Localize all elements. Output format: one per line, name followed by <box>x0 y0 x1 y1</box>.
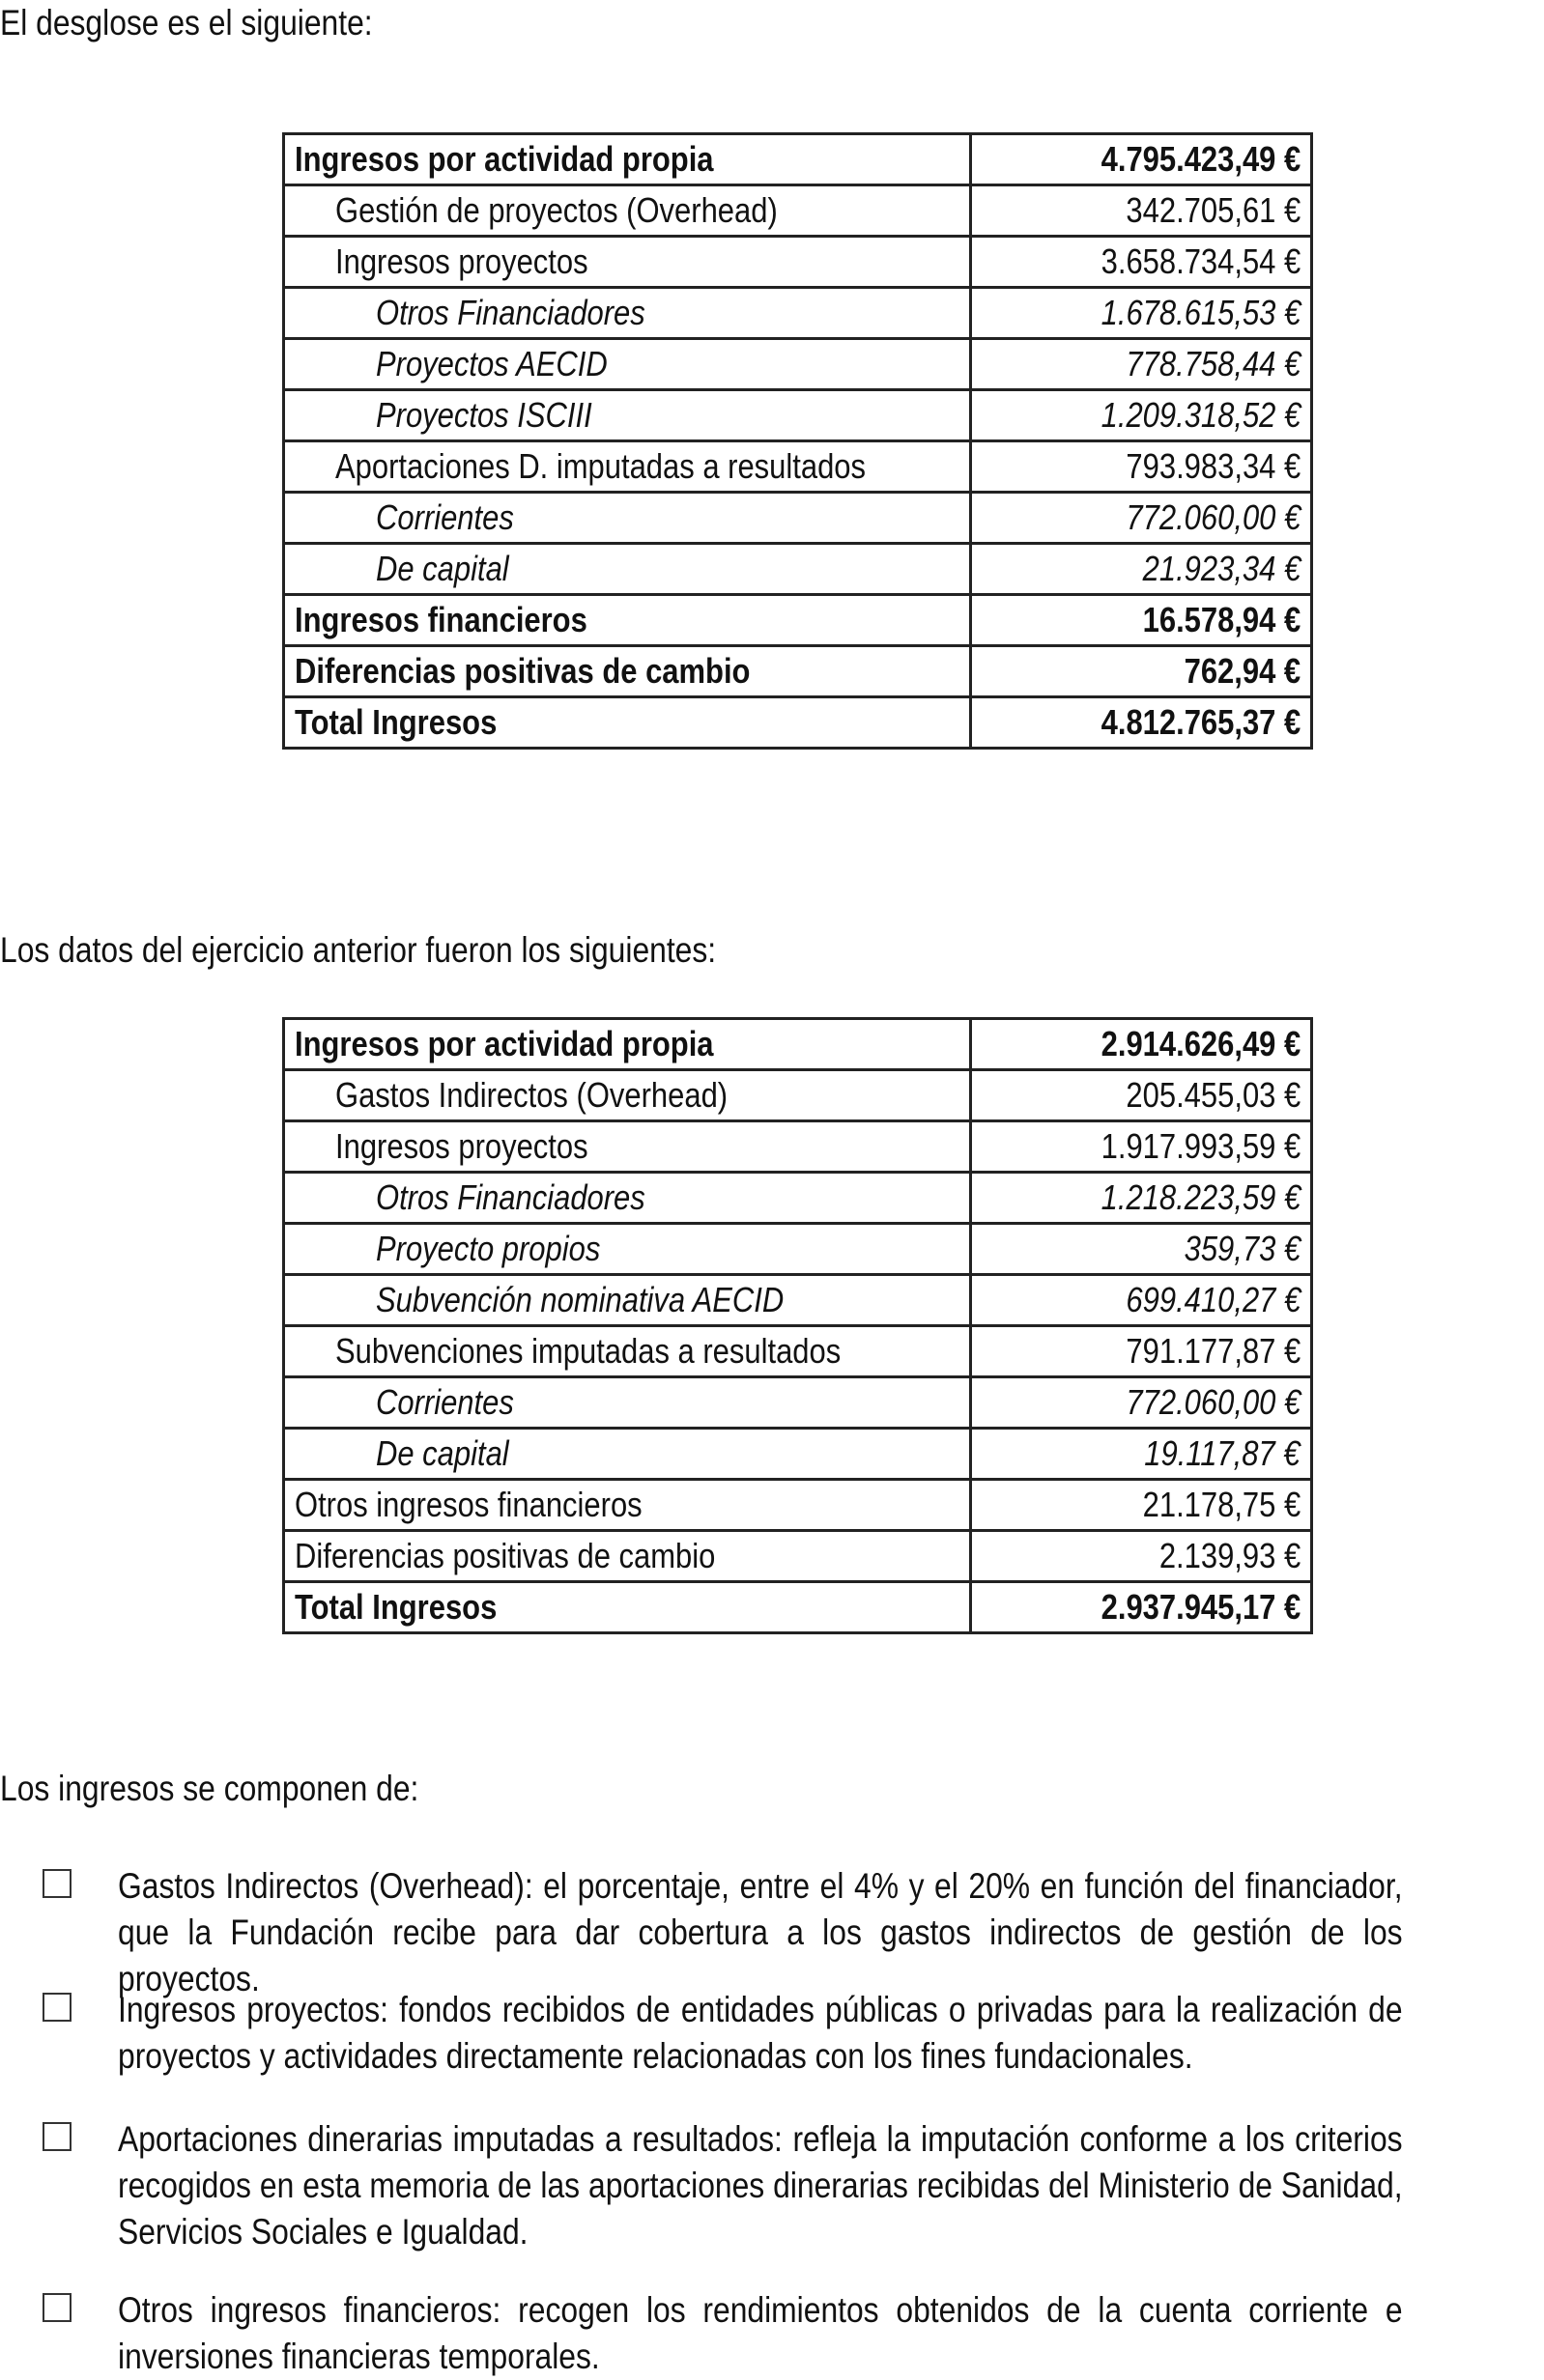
row-label: Ingresos proyectos <box>335 241 588 281</box>
table-row <box>284 1224 1312 1275</box>
row-amount: 342.705,61 € <box>1126 190 1301 230</box>
row-amount: 205.455,03 € <box>1126 1075 1301 1115</box>
row-label-cell <box>284 646 971 697</box>
row-label: Aportaciones D. imputadas a resultados <box>335 446 866 486</box>
row-amount: 3.658.734,54 € <box>1101 241 1301 281</box>
row-amount-cell <box>971 339 1312 390</box>
row-label-cell <box>284 1377 971 1429</box>
table-row <box>284 544 1312 595</box>
table-row <box>284 390 1312 441</box>
row-amount-cell <box>971 1480 1312 1531</box>
row-label: Corrientes <box>376 497 514 537</box>
row-label: Otros Financiadores <box>376 1177 645 1217</box>
table-row <box>284 185 1312 237</box>
row-amount-cell <box>971 288 1312 339</box>
row-label: Ingresos proyectos <box>335 1126 588 1166</box>
table-row <box>284 1582 1312 1633</box>
row-amount: 21.923,34 € <box>1142 549 1301 588</box>
row-label-cell <box>284 1019 971 1070</box>
row-label-cell <box>284 288 971 339</box>
row-amount: 4.795.423,49 € <box>1101 139 1301 179</box>
table-row <box>284 1377 1312 1429</box>
row-label-cell <box>284 134 971 185</box>
row-amount-cell <box>971 1326 1312 1377</box>
table-row <box>284 1531 1312 1582</box>
row-amount: 16.578,94 € <box>1142 600 1301 639</box>
table-row <box>284 1173 1312 1224</box>
row-label: Subvenciones imputadas a resultados <box>335 1331 842 1371</box>
table-row <box>284 339 1312 390</box>
table-row <box>284 1070 1312 1121</box>
row-label-cell <box>284 1173 971 1224</box>
row-amount-cell <box>971 1377 1312 1429</box>
row-amount: 1.218.223,59 € <box>1101 1177 1301 1217</box>
current-income-table <box>282 132 1313 750</box>
row-amount: 21.178,75 € <box>1142 1485 1301 1524</box>
row-amount-cell <box>971 646 1312 697</box>
bullet-text: Gastos Indirectos (Overhead): el porcentaje, entre el 4% y el 20% en función del financiador, que la Fundación recibe para dar cobertura a los gastos indirectos de gestión de los proyectos. <box>118 1866 1403 1998</box>
row-amount-cell <box>971 134 1312 185</box>
previous-year-intro: Los datos del ejercicio anterior fueron los siguientes: <box>0 930 717 970</box>
row-label-cell <box>284 544 971 595</box>
row-amount-cell <box>971 493 1312 544</box>
row-amount-cell <box>971 1070 1312 1121</box>
bullet-text: Otros ingresos financieros: recogen los rendimientos obtenidos de la cuenta corriente e inversiones financieras temporales. <box>118 2290 1403 2376</box>
row-amount: 762,94 € <box>1184 651 1301 691</box>
row-amount-cell <box>971 544 1312 595</box>
checkbox-icon <box>43 1869 71 1898</box>
table-row <box>284 1326 1312 1377</box>
row-amount: 1.678.615,53 € <box>1101 293 1301 332</box>
row-amount: 772.060,00 € <box>1126 497 1301 537</box>
row-label-cell <box>284 1121 971 1173</box>
row-label-cell <box>284 1224 971 1275</box>
checkbox-icon <box>43 2293 71 2322</box>
composition-intro: Los ingresos se componen de: <box>0 1769 419 1808</box>
table-row <box>284 1480 1312 1531</box>
row-amount-cell <box>971 697 1312 749</box>
row-amount: 791.177,87 € <box>1126 1331 1301 1371</box>
row-label: Corrientes <box>376 1382 514 1422</box>
row-label: Total Ingresos <box>295 702 498 742</box>
table-row <box>284 1275 1312 1326</box>
table-row <box>284 646 1312 697</box>
row-amount-cell <box>971 1121 1312 1173</box>
previous-income-table <box>282 1017 1313 1634</box>
row-label-cell <box>284 1429 971 1480</box>
row-amount: 772.060,00 € <box>1126 1382 1301 1422</box>
row-amount-cell <box>971 1019 1312 1070</box>
row-label-cell <box>284 1582 971 1633</box>
row-amount-cell <box>971 1275 1312 1326</box>
row-label-cell <box>284 1531 971 1582</box>
row-label: Gestión de proyectos (Overhead) <box>335 190 778 230</box>
row-label: Proyectos ISCIII <box>376 395 592 435</box>
row-amount-cell <box>971 1224 1312 1275</box>
row-amount: 19.117,87 € <box>1144 1433 1301 1473</box>
row-label: Subvención nominativa AECID <box>376 1280 785 1319</box>
row-amount-cell <box>971 595 1312 646</box>
row-amount-cell <box>971 237 1312 288</box>
row-amount: 793.983,34 € <box>1126 446 1301 486</box>
row-amount: 1.209.318,52 € <box>1101 395 1301 435</box>
row-label-cell <box>284 1070 971 1121</box>
row-label-cell <box>284 185 971 237</box>
row-amount: 359,73 € <box>1184 1229 1301 1268</box>
row-label: Proyectos AECID <box>376 344 608 383</box>
row-label: De capital <box>376 549 509 588</box>
intro-text: El desglose es el siguiente: <box>0 3 373 42</box>
row-amount: 2.937.945,17 € <box>1101 1587 1301 1627</box>
table-row <box>284 441 1312 493</box>
row-amount: 1.917.993,59 € <box>1101 1126 1301 1166</box>
row-amount-cell <box>971 1582 1312 1633</box>
row-label: Gastos Indirectos (Overhead) <box>335 1075 729 1115</box>
row-label: De capital <box>376 1433 509 1473</box>
bullet-text: Aportaciones dinerarias imputadas a resultados: refleja la imputación conforme a los criterios recogidos en esta memoria de las aportaciones dinerarias recibidas del Ministerio de Sanidad, Servicios Sociales e Igualdad. <box>118 2119 1403 2252</box>
row-label: Diferencias positivas de cambio <box>295 1536 716 1575</box>
row-label: Diferencias positivas de cambio <box>295 651 751 691</box>
row-amount: 699.410,27 € <box>1126 1280 1301 1319</box>
row-amount: 778.758,44 € <box>1126 344 1301 383</box>
table-row <box>284 595 1312 646</box>
bullet-text: Ingresos proyectos: fondos recibidos de entidades públicas o privadas para la realización de proyectos y actividades directamente relacionadas con los fines fundacionales. <box>118 1990 1403 2076</box>
row-label: Ingresos por actividad propia <box>295 139 714 179</box>
row-label: Ingresos financieros <box>295 600 587 639</box>
row-label-cell <box>284 697 971 749</box>
row-label: Total Ingresos <box>295 1587 498 1627</box>
row-amount-cell <box>971 1531 1312 1582</box>
row-label: Otros ingresos financieros <box>295 1485 643 1524</box>
previous-income-table-body <box>284 1019 1312 1633</box>
row-label: Otros Financiadores <box>376 293 645 332</box>
table-row <box>284 1121 1312 1173</box>
row-amount: 2.914.626,49 € <box>1101 1024 1301 1063</box>
row-label: Proyecto propios <box>376 1229 601 1268</box>
row-label-cell <box>284 493 971 544</box>
row-label-cell <box>284 1480 971 1531</box>
table-row <box>284 237 1312 288</box>
row-amount-cell <box>971 390 1312 441</box>
row-label-cell <box>284 237 971 288</box>
row-amount-cell <box>971 441 1312 493</box>
table-row <box>284 697 1312 749</box>
row-label: Ingresos por actividad propia <box>295 1024 714 1063</box>
row-label-cell <box>284 390 971 441</box>
row-label-cell <box>284 595 971 646</box>
row-amount-cell <box>971 1429 1312 1480</box>
table-row <box>284 1429 1312 1480</box>
table-row <box>284 288 1312 339</box>
row-label-cell <box>284 1326 971 1377</box>
row-amount-cell <box>971 185 1312 237</box>
row-amount-cell <box>971 1173 1312 1224</box>
table-row <box>284 1019 1312 1070</box>
table-row <box>284 134 1312 185</box>
table-row <box>284 493 1312 544</box>
checkbox-icon <box>43 1993 71 2022</box>
row-amount: 4.812.765,37 € <box>1101 702 1301 742</box>
checkbox-icon <box>43 2122 71 2151</box>
row-amount: 2.139,93 € <box>1158 1536 1301 1575</box>
row-label-cell <box>284 1275 971 1326</box>
row-label-cell <box>284 339 971 390</box>
current-income-table-body <box>284 134 1312 749</box>
row-label-cell <box>284 441 971 493</box>
